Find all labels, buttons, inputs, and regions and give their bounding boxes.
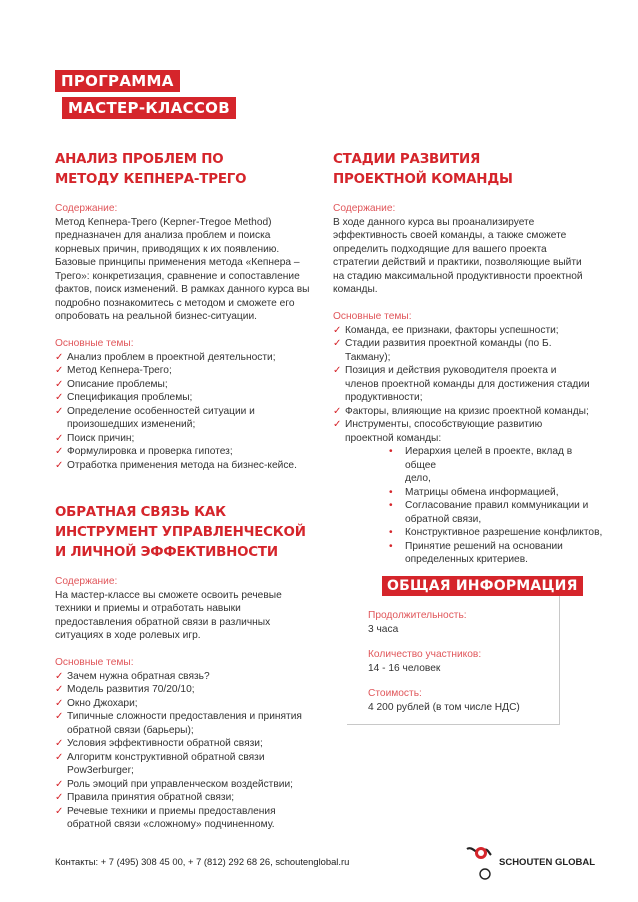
participants-value: 14 - 16 человек	[368, 662, 441, 674]
info-title: ОБЩАЯ ИНФОРМАЦИЯ	[382, 576, 583, 596]
kepner-title	[55, 150, 246, 190]
check-icon: ✓	[55, 684, 64, 695]
check-icon: ✓	[55, 697, 64, 709]
topic-item	[333, 324, 603, 338]
topic-line: обратной связи (барьеры);	[67, 724, 194, 736]
topic-line: Анализ проблем в проектной деятельности;	[67, 351, 276, 363]
stages-topics-list	[333, 324, 603, 446]
topic-item	[55, 737, 330, 751]
text-line: стратегии действий и практики, позволяющие выйти	[333, 257, 582, 268]
check-icon: ✓	[55, 805, 64, 817]
topic-item	[333, 364, 603, 405]
kepner-title-line2: МЕТОДУ КЕПНЕРА-ТРЕГО	[55, 172, 247, 187]
logo-text: SCHOUTEN GLOBAL	[499, 857, 596, 868]
subtopic-item	[389, 445, 603, 486]
stages-title-line2: ПРОЕКТНОЙ КОМАНДЫ	[333, 172, 513, 187]
stages-body	[333, 202, 603, 567]
stages-content-label: Содержание:	[333, 203, 396, 214]
topic-line: Алгоритм конструктивной обратной связи	[67, 751, 265, 763]
text-line: ситуациях в ходе ролевых игр.	[55, 630, 201, 641]
feedback-content-label: Содержание:	[55, 576, 118, 587]
topic-line: членов проектной команды для достижения стадии	[345, 378, 590, 390]
topic-item	[55, 683, 330, 697]
duration-label: Продолжительность:	[368, 610, 467, 621]
topic-line: Факторы, влияющие на кризис проектной команды;	[345, 405, 589, 417]
feedback-title-line1: ОБРАТНАЯ СВЯЗЬ КАК	[55, 505, 226, 520]
topic-item	[55, 405, 325, 432]
topic-item	[55, 432, 325, 446]
contacts-line: Контакты: + 7 (495) 308 45 00, + 7 (812) 292 68 26, schoutenglobal.ru	[55, 856, 350, 867]
price-value: 4 200 рублей (в том числе НДС)	[368, 701, 520, 713]
check-icon: ✓	[55, 778, 64, 790]
topic-item	[55, 351, 325, 365]
topic-line: Зачем нужна обратная связь?	[67, 670, 210, 682]
topic-item	[55, 445, 325, 459]
kepner-body	[55, 202, 325, 472]
topic-item	[55, 459, 325, 473]
kepner-content	[55, 216, 325, 324]
topic-line: обратной связи «сложному» подчиненному.	[67, 819, 275, 830]
topic-item	[55, 791, 330, 805]
feedback-title	[55, 503, 306, 563]
stages-topics-label: Основные темы:	[333, 311, 412, 322]
stages-content	[333, 216, 603, 297]
check-icon: ✓	[55, 792, 64, 803]
topic-line: продуктивности;	[345, 392, 423, 403]
text-line: фактов, поиск изменений. В рамках данного курса вы	[55, 284, 310, 295]
bullet-icon: •	[389, 500, 393, 511]
kepner-topics-list	[55, 351, 325, 473]
check-icon: ✓	[55, 432, 64, 444]
feedback-body	[55, 575, 330, 832]
text-line: предоставления обратной связи в различных	[55, 616, 271, 628]
topic-item	[55, 670, 330, 684]
check-icon: ✓	[55, 392, 64, 403]
subtopic-item	[389, 499, 603, 526]
check-icon: ✓	[55, 459, 64, 471]
feedback-title-line2: ИНСТРУМЕНТ УПРАВЛЕНЧЕСКОЙ	[55, 525, 306, 540]
check-icon: ✓	[333, 365, 342, 376]
participants-label: Количество участников:	[368, 649, 482, 660]
topic-line: Инструменты, способствующие развитию	[345, 419, 543, 430]
topic-line: Такману);	[345, 351, 391, 363]
schouten-global-logo	[465, 843, 596, 883]
topic-line: произошедших изменений;	[67, 419, 196, 430]
text-line: Базовые принципы применения метода «Кепнера –	[55, 257, 300, 268]
topic-item	[55, 778, 330, 792]
stages-subtopics-list	[333, 445, 603, 567]
subtopic-item	[389, 486, 603, 500]
check-icon: ✓	[55, 711, 64, 722]
topic-line: Формулировка и проверка гипотез;	[67, 446, 233, 457]
topic-line: Описание проблемы;	[67, 378, 168, 390]
check-icon: ✓	[333, 405, 342, 417]
logo-icon	[465, 843, 596, 883]
text-line: Трего»: конкретизация, сравнение и сопоставление	[55, 270, 300, 282]
subtopic-item	[389, 526, 603, 540]
bullet-icon: •	[389, 527, 393, 538]
duration-value: 3 часа	[368, 623, 399, 635]
topic-item	[55, 391, 325, 405]
check-icon: ✓	[55, 738, 64, 749]
topic-item	[55, 751, 330, 778]
subtopic-line: Принятие решений на основании	[405, 540, 563, 552]
program-banner-line1: ПРОГРАММА	[55, 70, 180, 92]
topic-line: Условия эффективности обратной связи;	[67, 738, 263, 749]
price-label: Стоимость:	[368, 688, 422, 699]
text-line: команды.	[333, 284, 378, 295]
kepner-content-label: Содержание:	[55, 203, 118, 214]
stages-title	[333, 150, 513, 190]
text-line: корневых причин, приводящих к их появлению.	[55, 243, 280, 255]
topic-line: Отработка применения метода на бизнес-кейсе.	[67, 459, 297, 471]
subtopic-line: Матрицы обмена информацией,	[405, 486, 559, 498]
topic-line: Позиция и действия руководителя проекта и	[345, 365, 557, 376]
text-line: Метод Кепнера-Трего (Kepner-Tregoe Method)	[55, 216, 272, 228]
topic-line: Определение особенностей ситуации и	[67, 405, 255, 417]
check-icon: ✓	[55, 670, 64, 682]
bullet-icon: •	[389, 540, 393, 552]
text-line: эффективность своей команды, а также сможете	[333, 230, 567, 241]
text-line: на стадию максимальной продуктивности проектной	[333, 270, 583, 282]
check-icon: ✓	[55, 446, 64, 457]
kepner-topics-label: Основные темы:	[55, 338, 134, 349]
text-line: опробовать на реальной бизнес-ситуации.	[55, 311, 257, 322]
feedback-topics-list	[55, 670, 330, 832]
subtopic-line: обратной связи,	[405, 513, 482, 525]
topic-item	[333, 418, 603, 445]
check-icon: ✓	[333, 338, 342, 349]
feedback-title-line3: И ЛИЧНОЙ ЭФФЕКТИВНОСТИ	[55, 545, 278, 560]
topic-line: Модель развития 70/20/10;	[67, 684, 195, 695]
text-line: техники и приемы и отработать навыки	[55, 603, 241, 614]
topic-line: Команда, ее признаки, факторы успешности;	[345, 324, 559, 336]
topic-line: Речевые техники и приемы предоставления	[67, 805, 276, 817]
feedback-topics-label: Основные темы:	[55, 657, 134, 668]
info-body	[368, 609, 558, 714]
check-icon: ✓	[333, 324, 342, 336]
check-icon: ✓	[55, 378, 64, 390]
topic-line: Метод Кепнера-Трего;	[67, 365, 172, 376]
check-icon: ✓	[333, 419, 342, 430]
topic-line: Окно Джохари;	[67, 697, 138, 709]
topic-line: Стадии развития проектной команды (по Б.	[345, 338, 552, 349]
program-banner-line2: МАСТЕР-КЛАССОВ	[62, 97, 236, 119]
text-line: В ходе данного курса вы проанализируете	[333, 216, 535, 228]
topic-line: Роль эмоций при управленческом воздействии;	[67, 778, 293, 790]
text-line: подробно познакомитесь с методом и сможете его	[55, 297, 295, 309]
text-line: определить подходящие для вашего проекта	[333, 243, 547, 255]
topic-line: проектной команды:	[345, 432, 442, 444]
feedback-content	[55, 589, 330, 643]
kepner-title-line1: АНАЛИЗ ПРОБЛЕМ ПО	[55, 152, 224, 167]
subtopic-line: Согласование правил коммуникации и	[405, 500, 589, 511]
check-icon: ✓	[55, 351, 64, 363]
text-line: предназначен для анализа проблем и поиска	[55, 230, 271, 241]
subtopic-line: определенных критериев.	[405, 554, 528, 565]
topic-line: Спецификация проблемы;	[67, 392, 193, 403]
topic-item	[55, 697, 330, 711]
topic-line: Поиск причин;	[67, 432, 135, 444]
subtopic-line: Конструктивное разрешение конфликтов,	[405, 527, 603, 538]
topic-line: Pow3erburger;	[67, 765, 134, 776]
topic-item	[55, 805, 330, 832]
topic-line: Типичные сложности предоставления и принятия	[67, 711, 302, 722]
bullet-icon: •	[389, 486, 393, 498]
bullet-icon: •	[389, 446, 393, 457]
subtopic-line: Иерархия целей в проекте, вклад в общее	[405, 446, 573, 471]
stages-title-line1: СТАДИИ РАЗВИТИЯ	[333, 152, 481, 167]
topic-item	[55, 710, 330, 737]
topic-item	[333, 337, 603, 364]
topic-item	[55, 364, 325, 378]
check-icon: ✓	[55, 365, 64, 376]
text-line: На мастер-классе вы сможете освоить речевые	[55, 589, 282, 601]
subtopic-item	[389, 540, 603, 567]
check-icon: ✓	[55, 405, 64, 417]
subtopic-line: дело,	[405, 473, 431, 484]
topic-line: Правила принятия обратной связи;	[67, 792, 235, 803]
topic-item	[55, 378, 325, 392]
check-icon: ✓	[55, 751, 64, 763]
topic-item	[333, 405, 603, 419]
